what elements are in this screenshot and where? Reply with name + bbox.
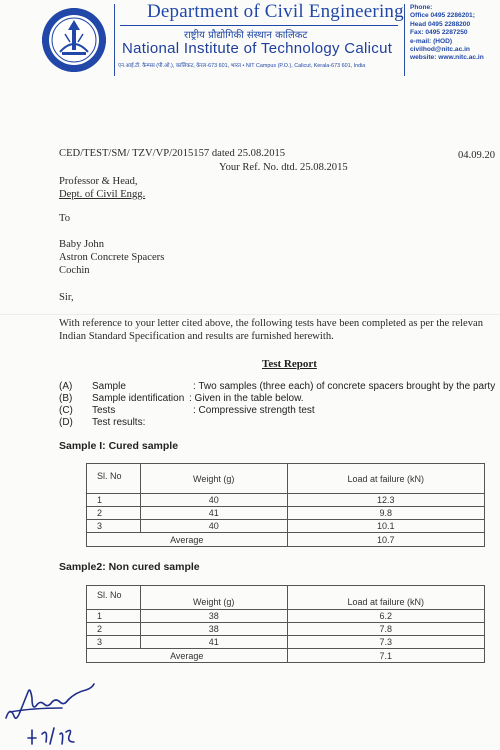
table-cell: 1 bbox=[87, 494, 141, 507]
item-value: : Compressive strength test bbox=[193, 405, 315, 416]
handwritten-signature bbox=[2, 672, 112, 746]
column-header: Sl. No bbox=[87, 586, 141, 610]
table-cell: 41 bbox=[140, 636, 287, 649]
your-reference: Your Ref. No. dtd. 25.08.2015 bbox=[219, 162, 348, 173]
item-key: (C) bbox=[59, 405, 73, 416]
column-header: Load at failure (kN) bbox=[287, 586, 484, 610]
institute-address: एन.आई.टी. कैम्पस (पी.ओ.), कालिकट, केरल-673 601, भारत • NIT Campus (P.O.), Calicut, Kerala-673 601, India bbox=[118, 63, 366, 69]
table-cell: 2 bbox=[87, 623, 141, 636]
table-row bbox=[87, 623, 485, 636]
column-header: Weight (g) bbox=[140, 586, 287, 610]
item-label: Tests bbox=[92, 405, 116, 416]
table-row bbox=[87, 610, 485, 623]
table-cell: 40 bbox=[140, 520, 287, 533]
salutation: Sir, bbox=[59, 292, 74, 303]
item-key: (D) bbox=[59, 417, 73, 428]
table-row bbox=[87, 520, 485, 533]
average-row bbox=[87, 649, 485, 663]
letter-date: 04.09.20 bbox=[458, 150, 496, 161]
item-value: : Given in the table below. bbox=[189, 393, 304, 404]
table-cell: 38 bbox=[140, 623, 287, 636]
table-row bbox=[87, 636, 485, 649]
table-cell: 38 bbox=[140, 610, 287, 623]
column-header: Sl. No bbox=[87, 464, 141, 494]
addressee-name: Baby John bbox=[59, 239, 105, 250]
institute-name-hindi: राष्ट्रीय प्रौद्योगिकी संस्थान कालिकट bbox=[184, 30, 308, 41]
table-header-row bbox=[87, 464, 485, 494]
header-divider bbox=[114, 4, 115, 76]
website: website: www.nitc.ac.in bbox=[410, 54, 484, 62]
item-key: (B) bbox=[59, 393, 73, 404]
phone-label: Phone: bbox=[410, 4, 433, 11]
addressee-company: Astron Concrete Spacers bbox=[59, 252, 165, 263]
table-cell: 7.8 bbox=[287, 623, 484, 636]
item-key: (A) bbox=[59, 381, 73, 392]
report-title: Test Report bbox=[262, 358, 317, 370]
average-label: Average bbox=[87, 649, 288, 663]
item-label: Test results: bbox=[92, 417, 146, 428]
sample1-heading: Sample I: Cured sample bbox=[59, 440, 179, 452]
contact-block bbox=[410, 4, 500, 63]
nit-calicut-logo bbox=[40, 6, 108, 74]
head-phone: Head 0495 2288200 bbox=[410, 20, 471, 28]
item-value: : Two samples (three each) of concrete spacers brought by the party bbox=[193, 381, 496, 392]
average-row bbox=[87, 533, 485, 547]
table-cell: 9.8 bbox=[287, 507, 484, 520]
sample1-table bbox=[86, 463, 485, 547]
item-label: Sample bbox=[92, 381, 126, 392]
table-cell: 2 bbox=[87, 507, 141, 520]
to-label: To bbox=[59, 213, 71, 224]
table-header-row bbox=[87, 586, 485, 610]
sample2-heading: Sample2: Non cured sample bbox=[59, 561, 200, 573]
table-cell: 41 bbox=[140, 507, 287, 520]
column-header: Load at failure (kN) bbox=[287, 464, 484, 494]
column-header: Weight (g) bbox=[140, 464, 287, 494]
email: civilhod@nitc.ac.in bbox=[410, 46, 470, 54]
body-line-2: Indian Standard Specification and results are furnished herewith. bbox=[59, 331, 334, 342]
table-cell: 10.1 bbox=[287, 520, 484, 533]
table-cell: 3 bbox=[87, 520, 141, 533]
sender-dept: Dept. of Civil Engg. bbox=[59, 189, 146, 200]
fax: Fax: 0495 2287250 bbox=[410, 29, 468, 37]
table-cell: 1 bbox=[87, 610, 141, 623]
table-row bbox=[87, 507, 485, 520]
addressee-city: Cochin bbox=[59, 265, 90, 276]
reference-number: CED/TEST/SM/ TZV/VP/2015157 dated 25.08.2015 bbox=[59, 148, 286, 159]
table-cell: 40 bbox=[140, 494, 287, 507]
average-value: 7.1 bbox=[287, 649, 484, 663]
average-label: Average bbox=[87, 533, 288, 547]
table-cell: 3 bbox=[87, 636, 141, 649]
table-cell: 6.2 bbox=[287, 610, 484, 623]
body-line-1: With reference to your letter cited above, the following tests have been completed as per the relevan bbox=[59, 318, 484, 329]
paper-fold bbox=[0, 314, 500, 315]
average-value: 10.7 bbox=[287, 533, 484, 547]
department-name: Department of Civil Engineering bbox=[147, 1, 404, 22]
header-rule bbox=[120, 25, 398, 26]
sample2-table bbox=[86, 585, 485, 663]
table-cell: 12.3 bbox=[287, 494, 484, 507]
institute-name: National Institute of Technology Calicut bbox=[122, 40, 393, 57]
email-label: e-mail: (HOD) bbox=[410, 37, 453, 45]
table-row bbox=[87, 494, 485, 507]
table-cell: 7.3 bbox=[287, 636, 484, 649]
office-phone: Office 0495 2286201; bbox=[410, 12, 475, 20]
sender-title: Professor & Head, bbox=[59, 176, 138, 187]
item-label: Sample identification bbox=[92, 393, 185, 404]
